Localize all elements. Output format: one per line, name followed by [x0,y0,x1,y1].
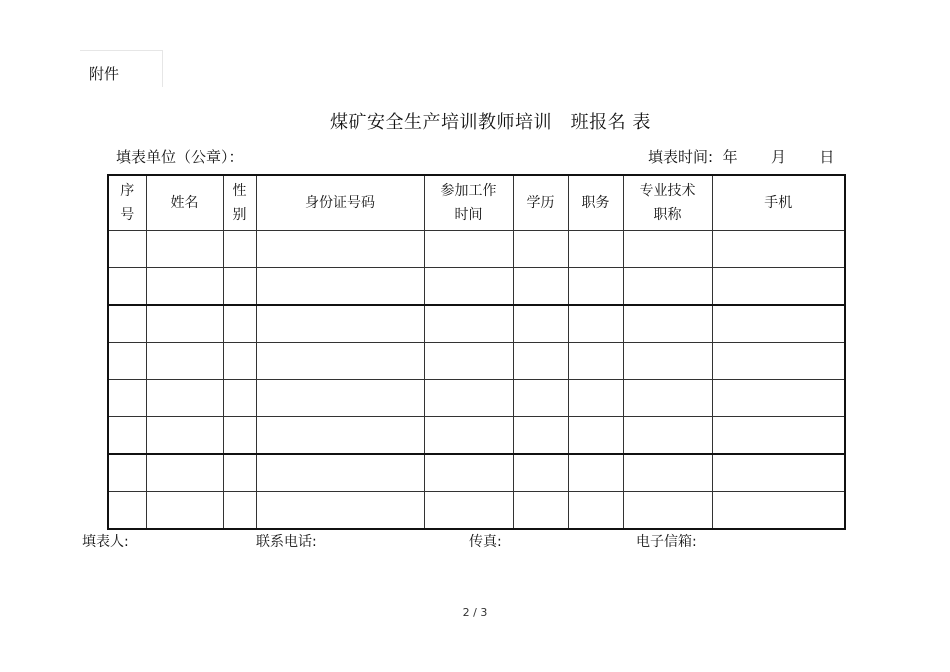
table-cell[interactable] [256,380,424,417]
table-cell[interactable] [223,231,256,268]
header-education: 学历 [513,175,568,231]
footer-email-label: 电子信箱: [636,534,697,550]
table-body [108,231,845,530]
table-cell[interactable] [223,343,256,380]
table-cell[interactable] [568,380,623,417]
footer-phone-label: 联系电话: [256,534,317,550]
table-cell[interactable] [146,417,223,455]
table-cell[interactable] [146,343,223,380]
table-cell[interactable] [513,231,568,268]
table-cell[interactable] [424,343,513,380]
table-cell[interactable] [568,492,623,530]
table-cell[interactable] [623,492,712,530]
table-cell[interactable] [424,268,513,306]
table-row [108,492,845,530]
table-cell[interactable] [146,492,223,530]
table-row [108,454,845,492]
registration-table [107,174,846,530]
table-cell[interactable] [568,231,623,268]
table-cell[interactable] [424,417,513,455]
footer-filler-label: 填表人: [82,534,129,550]
table-row [108,268,845,306]
table-cell[interactable] [424,380,513,417]
table-row [108,343,845,380]
table-cell[interactable] [223,417,256,455]
footer-fax-label: 传真: [469,534,502,550]
table-cell[interactable] [223,268,256,306]
table-header-row [108,175,845,231]
fill-date-label: 填表时间: 年 月 日 [648,148,835,166]
table-cell[interactable] [623,380,712,417]
table-cell[interactable] [623,417,712,455]
table-cell[interactable] [513,305,568,343]
table-cell[interactable] [146,380,223,417]
table-cell[interactable] [108,454,146,492]
table-cell[interactable] [623,343,712,380]
table-cell[interactable] [712,343,845,380]
table-row [108,380,845,417]
table-cell[interactable] [568,343,623,380]
table-cell[interactable] [513,343,568,380]
table-row [108,305,845,343]
table-cell[interactable] [513,454,568,492]
table-cell[interactable] [623,231,712,268]
page-title: 煤矿安全生产培训教师培训 班报名 表 [330,112,651,133]
table-cell[interactable] [256,343,424,380]
page-number: 2 / 3 [462,606,488,619]
table-cell[interactable] [424,231,513,268]
table-cell[interactable] [108,268,146,306]
header-name: 姓名 [146,175,223,231]
table-cell[interactable] [712,305,845,343]
table-cell[interactable] [108,343,146,380]
table-row [108,231,845,268]
header-serial: 序 号 [108,175,146,231]
table-cell[interactable] [513,417,568,455]
header-title: 专业技术 职称 [623,175,712,231]
table-cell[interactable] [568,268,623,306]
table-cell[interactable] [146,305,223,343]
table-cell[interactable] [146,231,223,268]
table-cell[interactable] [108,231,146,268]
table-cell[interactable] [513,492,568,530]
table-cell[interactable] [223,380,256,417]
header-mobile: 手机 [712,175,845,231]
table-cell[interactable] [712,454,845,492]
table-row [108,417,845,455]
table-cell[interactable] [712,231,845,268]
table-cell[interactable] [256,231,424,268]
table-cell[interactable] [256,305,424,343]
table-cell[interactable] [108,305,146,343]
table-cell[interactable] [424,305,513,343]
header-id-number: 身份证号码 [256,175,424,231]
table-cell[interactable] [568,417,623,455]
header-gender: 性 别 [223,175,256,231]
table-cell[interactable] [223,454,256,492]
table-cell[interactable] [513,380,568,417]
table-cell[interactable] [256,492,424,530]
table-cell[interactable] [623,268,712,306]
fill-unit-label: 填表单位（公章）： [116,148,244,166]
table-cell[interactable] [568,305,623,343]
header-position: 职务 [568,175,623,231]
table-cell[interactable] [108,492,146,530]
table-cell[interactable] [424,492,513,530]
table-cell[interactable] [712,380,845,417]
table-cell[interactable] [712,268,845,306]
header-work-start: 参加工作 时间 [424,175,513,231]
table-cell[interactable] [568,454,623,492]
attachment-label: 附件 [89,65,120,83]
table-cell[interactable] [712,492,845,530]
table-cell[interactable] [712,417,845,455]
table-cell[interactable] [623,305,712,343]
table-cell[interactable] [623,454,712,492]
table-cell[interactable] [256,417,424,455]
table-cell[interactable] [223,305,256,343]
table-cell[interactable] [223,492,256,530]
table-cell[interactable] [256,268,424,306]
table-cell[interactable] [256,454,424,492]
table-cell[interactable] [108,380,146,417]
table-cell[interactable] [513,268,568,306]
table-cell[interactable] [146,268,223,306]
table-cell[interactable] [146,454,223,492]
table-cell[interactable] [424,454,513,492]
table-cell[interactable] [108,417,146,455]
